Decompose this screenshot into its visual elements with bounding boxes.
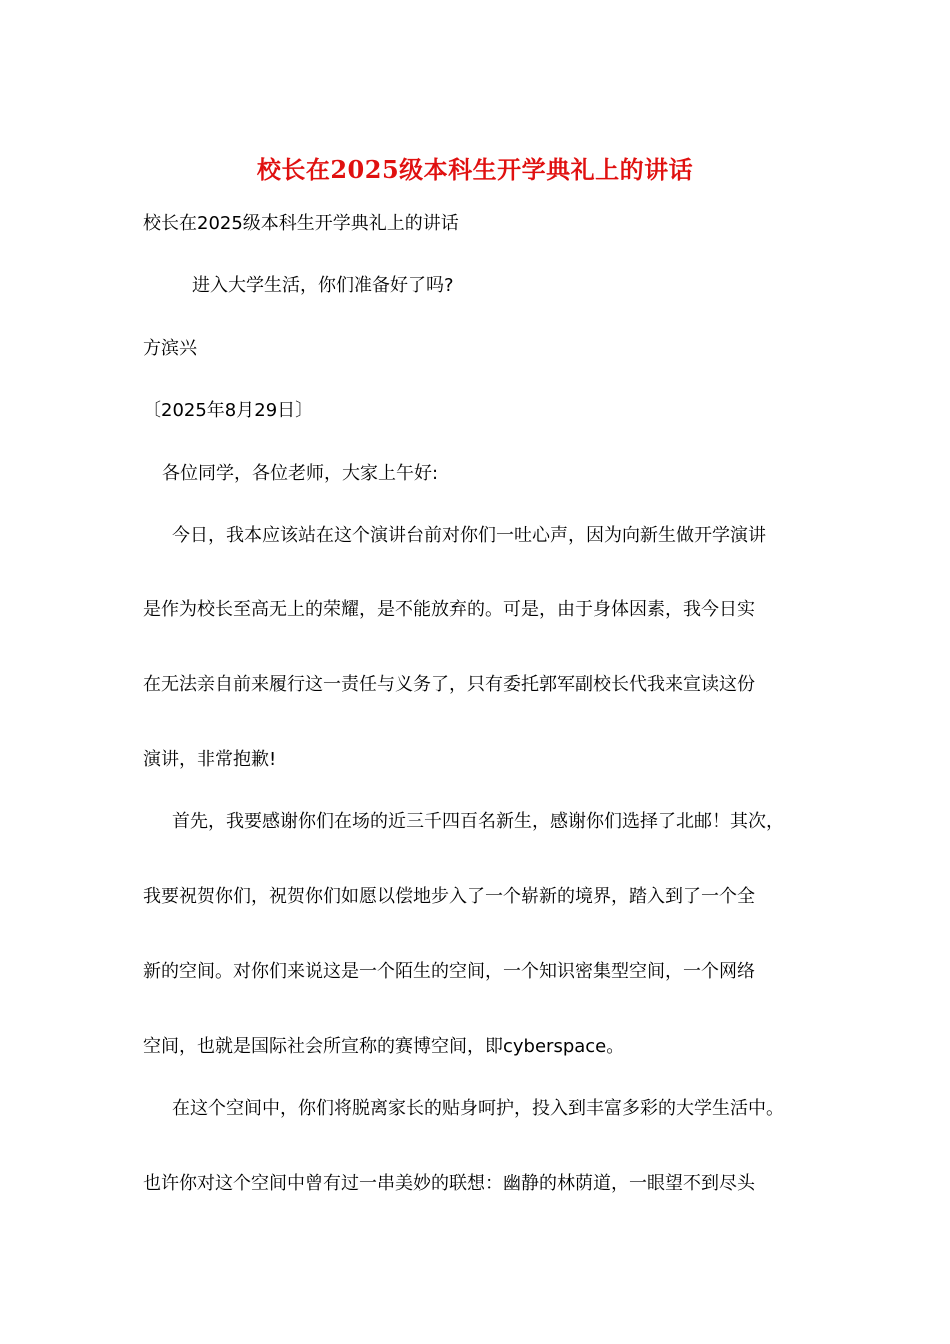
body-line: 在这个空间中，你们将脱离家长的贴身呵护，投入到丰富多彩的大学生活中。	[172, 1098, 784, 1119]
body-line: 是作为校长至高无上的荣耀，是不能放弃的。可是，由于身体因素，我今日实	[143, 599, 755, 620]
body-line: 新的空间。对你们来说这是一个陌生的空间，一个知识密集型空间，一个网络	[143, 961, 755, 982]
date: 〔2025年8月29日〕	[143, 400, 314, 421]
author: 方滨兴	[143, 338, 197, 359]
subtitle: 进入大学生活，你们准备好了吗?	[192, 275, 454, 296]
greeting: 各位同学，各位老师，大家上午好:	[162, 463, 439, 484]
body-line: 也许你对这个空间中曾有过一串美妙的联想：幽静的林荫道，一眼望不到尽头	[143, 1173, 755, 1194]
body-line: 空间，也就是国际社会所宣称的赛博空间，即cyberspace。	[143, 1036, 625, 1057]
body-line: 首先，我要感谢你们在场的近三千四百名新生，感谢你们选择了北邮！其次，	[172, 811, 784, 832]
body-line: 我要祝贺你们，祝贺你们如愿以偿地步入了一个崭新的境界，踏入到了一个全	[143, 886, 755, 907]
body-line: 在无法亲自前来履行这一责任与义务了，只有委托郭军副校长代我来宣读这份	[143, 674, 755, 695]
heading-repeat: 校长在2025级本科生开学典礼上的讲话	[143, 213, 459, 234]
body-line: 演讲，非常抱歉!	[143, 749, 277, 770]
body-line: 今日，我本应该站在这个演讲台前对你们一吐心声，因为向新生做开学演讲	[172, 525, 766, 546]
document-title: 校长在2025级本科生开学典礼上的讲话	[256, 155, 694, 184]
